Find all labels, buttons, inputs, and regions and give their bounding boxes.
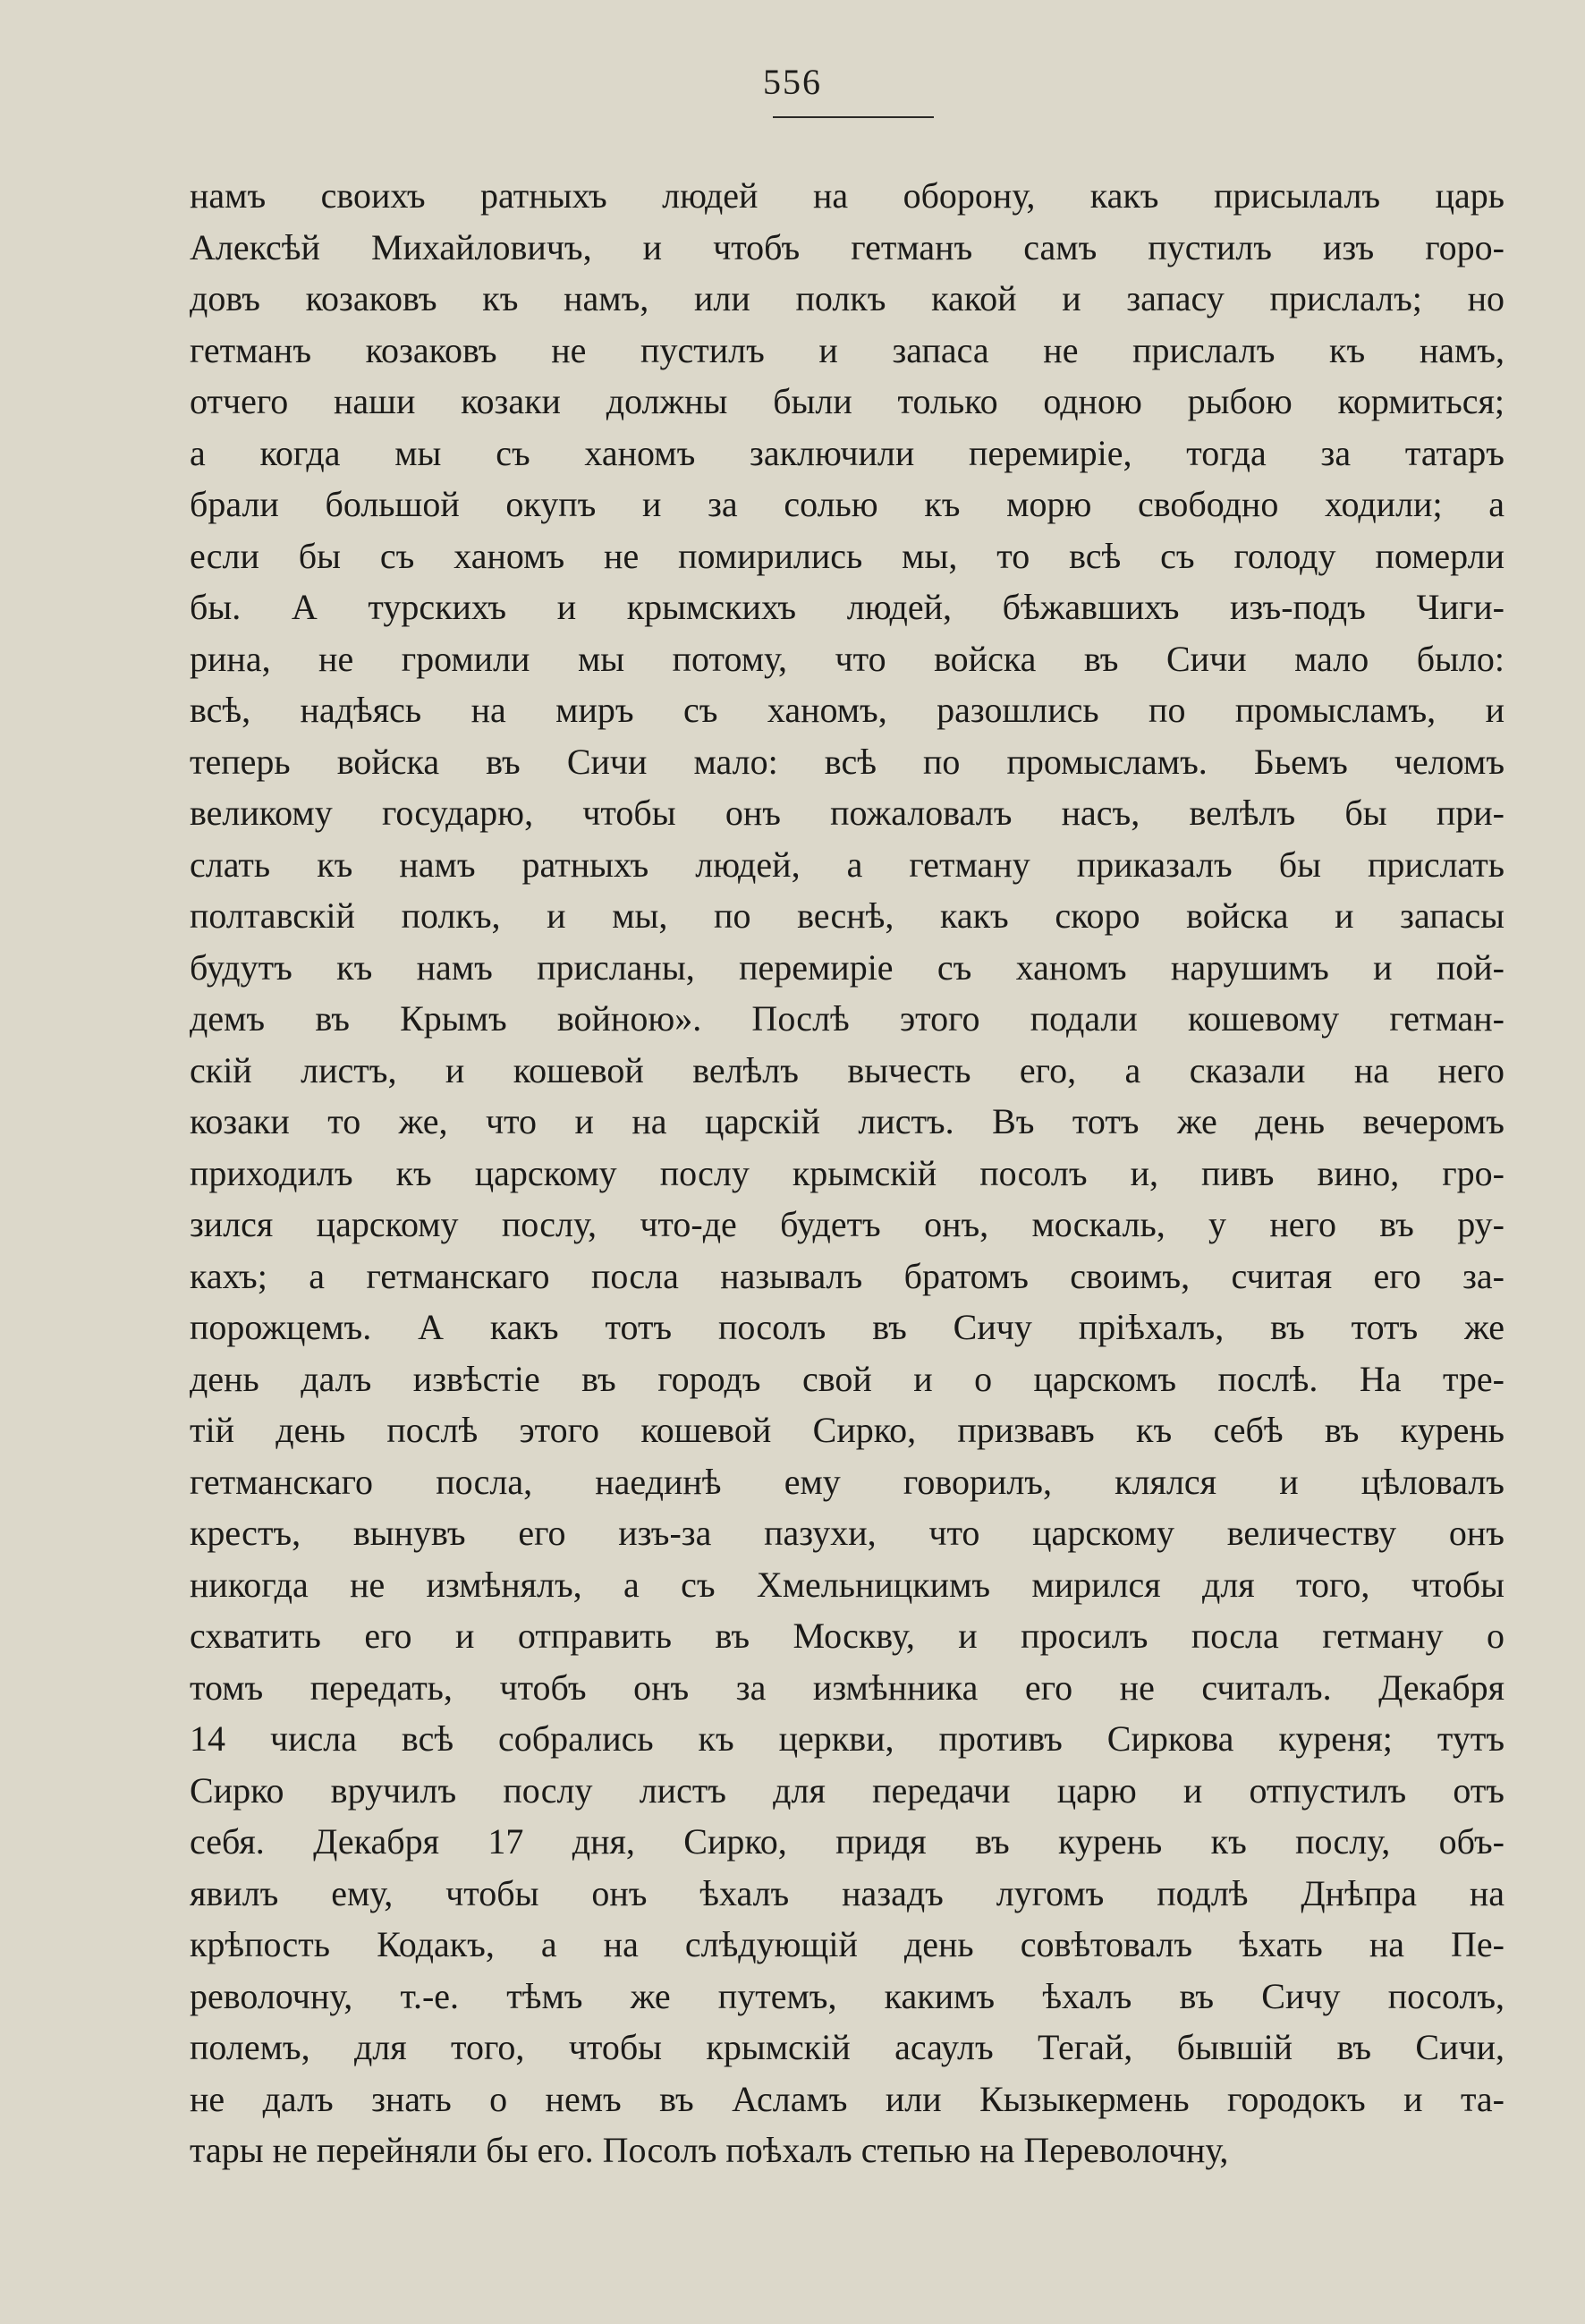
text-line: демъ въ Крымъ войною». Послѣ этого подали кошевому гетман- xyxy=(190,998,1504,1039)
text-line: тій день послѣ этого кошевой Сирко, призвавъ къ себѣ въ курень xyxy=(190,1410,1504,1450)
text-line: рина, не громили мы потому, что войска въ Сичи мало было: xyxy=(190,638,1504,679)
text-line: порожцемъ. А какъ тотъ посолъ въ Сичу пріѣхалъ, въ тотъ же xyxy=(190,1307,1504,1347)
text-line: никогда не измѣнялъ, а съ Хмельницкимъ мирился для того, чтобы xyxy=(190,1564,1504,1605)
text-line: себя. Декабря 17 дня, Сирко, придя въ курень къ послу, объ- xyxy=(190,1821,1504,1862)
text-line: будутъ къ намъ присланы, перемиріе съ ханомъ нарушимъ и пой- xyxy=(190,946,1504,988)
text-line: если бы съ ханомъ не помирились мы, то всѣ съ голоду померли xyxy=(190,535,1504,576)
text-line: скій листъ, и кошевой велѣлъ вычесть его, а сказали на него xyxy=(190,1049,1504,1090)
text-line: револочну, т.-е. тѣмъ же путемъ, какимъ ѣхалъ въ Сичу посолъ, xyxy=(190,1975,1504,2016)
text-line: явилъ ему, чтобы онъ ѣхалъ назадъ лугомъ подлѣ Днѣпра на xyxy=(190,1872,1504,1913)
text-line: козаки то же, что и на царскій листъ. Въ тотъ же день вечеромъ xyxy=(190,1101,1504,1141)
text-line: отчего наши козаки должны были только одною рыбою кормиться; xyxy=(190,381,1504,421)
text-line: Сирко вручилъ послу листъ для передачи царю и отпустилъ отъ xyxy=(190,1769,1504,1811)
text-line: крѣпость Кодакъ, а на слѣдующій день совѣтовалъ ѣхать на Пе- xyxy=(190,1924,1504,1964)
text-line: намъ своихъ ратныхъ людей на оборону, какъ присылалъ царь xyxy=(190,175,1504,216)
text-line: полтавскій полкъ, и мы, по веснѣ, какъ скоро войска и запасы xyxy=(190,895,1504,936)
text-line: схватить его и отправить въ Москву, и просилъ посла гетману о xyxy=(190,1616,1504,1656)
text-line: крестъ, вынувъ его изъ-за пазухи, что царскому величеству онъ xyxy=(190,1513,1504,1553)
text-line: тары не перейняли бы его. Посолъ поѣхалъ степью на Переволочну, xyxy=(190,2130,1229,2170)
text-line: слать къ намъ ратныхъ людей, а гетману приказалъ бы прислать xyxy=(190,844,1504,885)
text-line: гетманскаго посла, наединѣ ему говорилъ, клялся и цѣловалъ xyxy=(190,1461,1504,1502)
text-line: всѣ, надѣясь на миръ съ ханомъ, разошлись по промысламъ, и xyxy=(190,690,1504,730)
body-text xyxy=(190,170,1504,2176)
text-line: 14 числа всѣ собрались къ церкви, противъ Сиркова куреня; тутъ xyxy=(190,1718,1504,1759)
text-line: брали большой окупъ и за солью къ морю свободно ходили; а xyxy=(190,484,1504,524)
text-line: довъ козаковъ къ намъ, или полкъ какой и запасу прислалъ; но xyxy=(190,278,1504,318)
text-line: кахъ; а гетманскаго посла называлъ братомъ своимъ, считая его за- xyxy=(190,1255,1504,1296)
text-line: теперь войска въ Сичи мало: всѣ по промысламъ. Бьемъ челомъ xyxy=(190,741,1504,782)
text-line: томъ передать, чтобъ онъ за измѣнника его не считалъ. Декабря xyxy=(190,1667,1504,1708)
text-line: а когда мы съ ханомъ заключили перемиріе, тогда за татаръ xyxy=(190,432,1504,473)
text-line: Алексѣй Михайловичъ, и чтобъ гетманъ самъ пустилъ изъ горо- xyxy=(190,226,1504,267)
text-line: полемъ, для того, чтобы крымскій асаулъ Тегай, бывшій въ Сичи, xyxy=(190,2027,1504,2067)
text-line: великому государю, чтобы онъ пожаловалъ насъ, велѣлъ бы при- xyxy=(190,793,1504,833)
text-line: приходилъ къ царскому послу крымскій посолъ и, пивъ вино, гро- xyxy=(190,1152,1504,1193)
text-line: зился царскому послу, что-де будетъ онъ, москаль, у него въ ру- xyxy=(190,1204,1504,1244)
text-line: бы. А турскихъ и крымскихъ людей, бѣжавшихъ изъ-подъ Чиги- xyxy=(190,587,1504,627)
text-line: не далъ знать о немъ въ Асламъ или Кызыкермень городокъ и та- xyxy=(190,2078,1504,2119)
page-number-rule xyxy=(773,116,934,118)
text-line: день далъ извѣстіе въ городъ свой и о царскомъ послѣ. На тре- xyxy=(190,1358,1504,1399)
page-number: 556 xyxy=(763,62,822,102)
text-line: гетманъ козаковъ не пустилъ и запаса не прислалъ къ намъ, xyxy=(190,329,1504,370)
